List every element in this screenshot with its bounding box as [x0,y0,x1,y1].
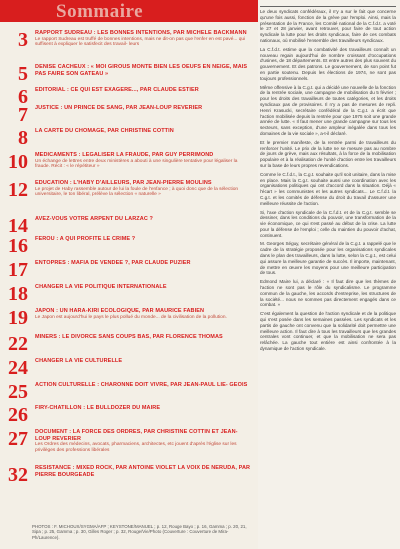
article-paragraph: Edmond Maire lui, a déclaré : « Il faut dire que les thèmes de l'action ne sont pas le rôle du syndicalisme. Le programme commun de la gauche, les accords d'entreprise, les structures de la société... nous ne sommes pas directement engagés dans ce combat. » [260,279,396,308]
article-paragraph: Et le premier manifeste, de la rentrée parmi de travailleurs du renforcer l'unité. Le prix de la lutte ne se mesure pas au nombre de jours de grève, mais aux résultats, à la force de la mobilisation populaire et à la réalisation de l'unité d'action entre les travailleurs sur la base de leurs propres revendications. [260,139,396,168]
toc-entry-title: CHANGER LA VIE POLITIQUE INTERNATIONALE [35,284,167,290]
toc-entry [0,64,258,87]
toc-entry-text [32,236,258,243]
toc-entry-text [32,308,258,320]
page-number: 25 [8,382,28,403]
masthead-bar [0,0,258,22]
page-number: 27 [8,429,28,450]
toc-entry-title: FIRY-CHATILLON : LE BULLDOZER DU MAIRE [35,405,161,411]
toc-entry-title: JAPON : UN HARA-KIRI ECOLOGIQUE, PAR MAURICE FABIEN [35,308,205,314]
toc-entry-title: ENTOPRES : MAFIA DE VENDEE ?, PAR CLAUDE PUZIER [35,260,191,266]
toc-entry-text [32,405,258,412]
toc-entry-text [32,358,258,365]
toc-entry [0,87,258,105]
toc-entry-text [32,429,258,454]
toc-entry [0,105,258,128]
toc-entry [0,429,258,465]
toc-entry-title: RESISTANCE : MIXED ROCK, PAR ANTOINE VIOLET LA VOIX DE NERUDA, PAR PIERRE BOURGEADE [35,465,251,478]
toc-entry [0,334,258,358]
toc-entry-title: EDUCATION : L'HABY D'AILLEURS, PAR JEAN-PIERRE MOULINS [35,180,212,186]
toc-entry-title: ACTION CULTURELLE : CHARONNE DOIT VIVRE, PAR JEAN-PAUL LIE- GEOIS [35,382,248,388]
page-number: 3 [18,30,28,51]
toc-entry [0,308,258,334]
toc-entry-description: Un échange de lettres entre deux ministères a abouti à une singulière tentative pour légaliser la fraude. Récit : « le répétiteur » [35,158,238,170]
toc-entry-description: Le projet de Haby rassemble autour de lui la foule de l'enfance ; à quoi donc que de la sélection universitaire, le ton libéral, prélève la sélection « naturelle » [35,186,239,198]
toc-entry-text [32,30,258,48]
page-number: 32 [8,465,28,486]
masthead-title: Sommaire [56,1,144,22]
article-paragraph: C'est également la question de l'action syndicale et de la politique qui s'est posée dans les semaines passées. Les syndicats et les partis de gauche ont convenu que la solidarité doit permettre une meilleure action. Il faut dire à tous les travailleurs que les grandes centrales vont continuer, et que la mobilisation ne sera pas relâchée. La gauche tout entière est ainsi confrontée à la dynamique de l'action syndicale. [260,311,396,352]
toc-entry-title: JUSTICE : UN PRINCE DE SANG, PAR JEAN-LOUP REVERIER [35,105,203,111]
page-number: 6 [18,87,28,105]
article-paragraph: Comme le C.f.d.t., la C.g.t. souhaite qu'il soit unitaire, dans la mise en place. Mais la C.g.t. souhaite aussi une coordination avec les organisations politiques qui ont d'accord dans la situation. Déjà « l'écart » les communistes et les autres syndicats... Le C.f.d.t. la C.g.t. et les comités de défense du droit du travail d'assurer une meilleure réussite de l'action. [260,171,396,206]
article-paragraph: Le deux syndicats confédéraux, il n'y a sur le fait que concerne qu'une fois aussi, fonction de la grève par l'emploi. Ainsi, mais la présentation de la France, les Comité national de la C.f.d.t. a voté le 27 et 28 janvier, avant retrouver, pour faire de tout action syndicale la lutte pour les droits syndicaux, faire de ces combats nationaux, où mobilisé l'ensemble des travailleurs syndicaux. [260,6,396,44]
toc-entry [0,216,258,236]
page-number: 12 [8,180,28,201]
page-number: 14 [8,216,28,236]
toc-entry-text [32,180,258,198]
toc-entry-text [32,64,258,77]
page-number: 10 [8,152,28,173]
page-number: 26 [8,405,28,426]
toc-entry-title: MEDICAMENTS : LEGALISER LA FRAUDE, PAR GUY PERRIMOND [35,152,214,158]
toc-entry [0,30,258,64]
toc-entry-title: RAPPORT SUDREAU : LES BONNES INTENTIONS, PAR MICHELE BACKMANN [35,30,247,36]
toc-entry-title: AVEZ-VOUS VOTRE ARPENT DU LARZAC ? [35,216,153,222]
article-paragraph: La C.f.d.t. estime que la combativité des travailleurs connaît un nouveau regain aujourd'hui de nombre croissant d'occupations d'usines, de 18 départements. Et entre autres des plus souvent du gouvernement. Et des patrons. Le gouvernement, de son point fut en partie soutenu. Depuis les élections de 1974, ne sont pas toujours professionnels. [260,46,396,81]
page-number: 8 [18,128,28,149]
page-number: 22 [8,334,28,355]
toc-entry-text [32,216,258,223]
toc-entry-text [32,128,258,135]
toc-entry-text [32,382,258,389]
toc-entry-title: DENISE CACHEUX : « MOI GIROUS MONTE BIEN LES OEUFS EN NEIGE, MAIS PAS FAIRE SON GATEAU » [35,64,248,77]
page-number: 17 [8,260,28,281]
toc-entry-title: CHANGER LA VIE CULTURELLE [35,358,123,364]
toc-entry [0,465,258,503]
toc-entry [0,152,258,180]
photo-credits: PHOTOS : F. MICHOUX/SYGMA/AFP ; KEYSTONE/MANUEL ; p. 12, Rouge Bayo ; p. 16, Gamma ; p. 20, 21, Sipa ; p. 25, Gamma ; p. 30, Gilles Roger ; p. 32, Rouge/Vie/Photo (Couverture : Couverture de Mira-Ph/Laurence). [32,524,247,540]
page-number: 19 [8,308,28,329]
toc-entry [0,284,258,308]
toc-entry-title: FEROU : A QUI PROFITE LE CRIME ? [35,236,136,242]
toc-entry-text [32,284,258,291]
article-column [260,6,396,546]
toc-entry-description: Le rapport Sudreau est truffé de bonnes intentions, mais ne dit-on pas que l'enfer en est pavé... qui suffisent à expliquer le satisfecit des travail- leurs [35,36,246,48]
page-number: 24 [8,358,28,379]
toc-entry-title: EDITORIAL : CE QUI EST EXAGERE..., PAR CLAUDE ESTIER [35,87,199,93]
toc-entry-description: Le Japon est aujourd'hui le pays le plus pollué du monde... de la civilisation de la pollution. [35,314,227,320]
article-paragraph: Si, l'axe d'action syndicale de la C.f.d.t. et de la C.g.t. semble se dessiner, dans les conditions du pouvoir, une transformation de la vie économique, ce qui s'est passé au début de la crise. La lutte pour la défense de l'emploi ; celle du maintien du pouvoir d'achat, continuent. [260,209,396,238]
toc-entry-title: DOCUMENT : LA FORCE DES ORDRES, PAR CHRISTINE COTTIN ET JEAN-LOUP REVERIER [35,429,238,442]
toc-entry-description: Les Ordres des médecins, avocats, pharmaciens, architectes, etc jouent d'après l'église sur les privilèges des professions libérales [35,442,237,453]
page-number: 7 [18,105,28,126]
toc-entry-text [32,465,258,478]
toc-entry [0,260,258,284]
toc-entry [0,180,258,216]
toc-entry-title: LA CARTE DU CHOMAGE, PAR CHRISTINE COTTIN [35,128,174,134]
toc-entry [0,236,258,260]
article-paragraph: M. Georges Séguy, secrétaire général de la C.g.t. a rappelé que le cadre de la stratégie proposée pour les organisations syndicales dans le plan des travailleurs, dans la lutte, selon la C.g.t., est celui qui assure la meilleure garantie de succès. Il importe, maintenant, de mettre en œuvre les moyens pour une meilleure participation de tous. [260,241,396,276]
toc-entry-text [32,334,258,341]
table-of-contents [0,30,258,503]
toc-entry-text [32,152,258,170]
toc-entry [0,382,258,405]
page-number: 16 [8,236,28,257]
page-number: 5 [18,64,28,85]
toc-entry [0,405,258,429]
toc-entry-title: MINERS : LE DIVORCE SANS COUPS BAS, PAR FLORENCE THOMAS [35,334,223,340]
toc-entry-text [32,260,258,267]
page-number: 18 [8,284,28,305]
toc-entry [0,358,258,382]
toc-entry-text [32,87,258,94]
toc-entry-text [32,105,258,112]
article-paragraph: Même offensive à la C.g.t. qui a décidé une nouvelle de la fonction de la rentrée sociale, une campagne de mobilisation du 5 février ; pour les droits des travailleurs de toutes catégories, et les droits syndicaux pas de provisoires. Il n'y a pas de mesures de repli. Henri Krasucki, secrétaire confédéral de la C.g.t. a écrit que l'action mobilisée depuis la rentrée pour que 1975 soit une grande année de lutte. « Il faut mener une grande campagne sur tous les secteurs, sans exception, d'une ampleur inégalée dans tous les domaines de la vie sociale », a-t-il déclaré. [260,84,396,136]
toc-entry [0,128,258,152]
